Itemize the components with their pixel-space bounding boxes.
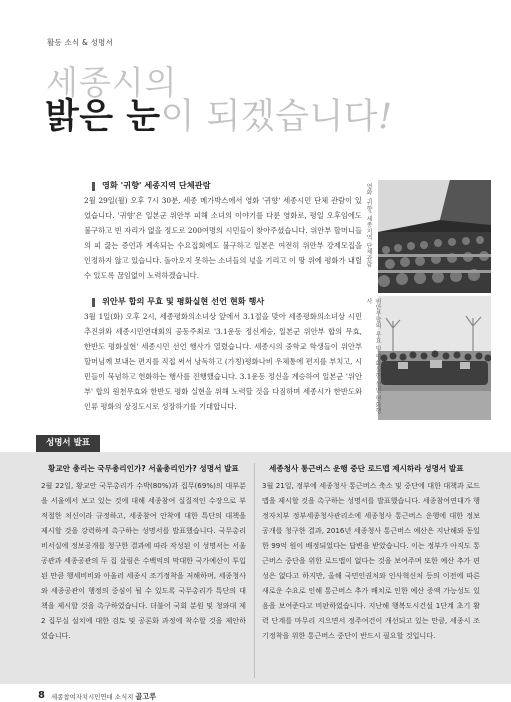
footer-brand: 골고루 — [135, 692, 157, 701]
statement-right-title: 세종청사 통근버스 운행 중단 로드맵 제시하라 성명서 발표 — [269, 464, 464, 473]
title-exclamation: ! — [378, 97, 393, 137]
outdoor-rally-image — [378, 296, 491, 420]
heading-marker — [92, 182, 95, 191]
statements-banner-label: 성명서 발표 — [45, 438, 90, 448]
cinema-audience-image — [378, 180, 491, 293]
article2-body: 3월 1일(화) 오후 2시, 세종평화의소녀상 앞에서 3.1절을 맞아 세종평화의소녀상 시민추진위와 세종시민연대회의 공동주최로 '3.1운동 정신계승, 일본군 위안부 합의 무효, 한반도 평화실현' 세종시민 선언 행사가 열렸습니다. 세종시의 중학교 학생들이 위안부 할머님께 보내는 편지를 직접 써서 낭독하고 (가칭)평화나비 우체통에 편지를 부치고, 시민들이 묵념하고 헌화하는 행사를 진행했습니다. 3.1운동 정신을 계승하여 일본군 '위안부' 합의 원천무효와 한반도 평화 실현을 위해 노력할 것을 다짐하며 세종시가 한반도와 인류 평화의 상징도시로 성장하기를 기대합니다. — [84, 312, 362, 411]
heading-marker — [92, 298, 95, 307]
title-rest: 이 되겠습니다 — [160, 97, 379, 137]
article1-heading: 영화 '귀향' 세종지역 단체관람 — [102, 180, 211, 190]
title-line-1: 세종시의 — [46, 63, 178, 102]
article1-photo — [378, 180, 491, 293]
statements-banner — [36, 435, 100, 452]
footer — [51, 692, 156, 702]
article2-caption: 위안부합의 무효 및 평화실현 선언 현화행사 — [365, 298, 381, 414]
title-emphasis: 밝은 눈 — [45, 96, 161, 137]
article1-caption: 영화 '귀향' 세종지역 단체관람 — [365, 183, 372, 268]
statement-left-title: 황교안 총리는 국무총리인가? 서울총리인가? 성명서 발표 — [48, 464, 239, 473]
statement-right-body: 3월 21일, 정부에 세종청사 통근버스 축소 및 중단에 대한 대책과 로드맵을 제시할 것을 촉구하는 성명서를 발표했습니다. 세종참여연대가 행정자치부 정부세종청사관리소에 세종청사 통근버스 운행에 대한 정보공개를 청구한 결과, 2016년 세종청사 통근버스 예산은 지난해와 동일한 99억 원이 배정되었다는 답변을 받았습니다. 이는 정부가 아직도 통근버스 중단을 위한 로드맵이 없다는 것을 보여주며 또한 예산 추가 편성은 없다고 하지만, 올해 국민인권처와 인사혁신처 등의 이전에 따른 새로운 수요로 인해 통근버스 추가 배치로 인한 예산 증액 가능성도 있음을 보여준다고 비판하였습니다. 지난해 행복도시건설 1단계 초기 활력 단계를 마무리 지으면서 정주여건이 개선되고 있는 만큼, 세종시 조기정착을 위한 통근버스 중단이 반드시 필요할 것입니다. — [262, 481, 480, 640]
article2-heading: 위안부 합의 무효 및 평화실현 선언 현화 행사 — [102, 296, 265, 306]
page-number: 8 — [38, 690, 45, 701]
article1-body: 2월 29일(월) 오후 7시 30분, 세종 메가박스에서 영화 '귀향' 세종시민 단체 관람이 있었습니다. '귀향'은 일본군 위안부 피해 소녀의 이야기를 다룬 영화로, 평일 오후임에도 불구하고 빈 자리가 없을 정도로 200여명의 시민들이 찾아주셨습니다. 위안부 할머니들의 피 끓는 증언과 계속되는 수요집회에도 불구하고 일본은 여전히 위안부 강제모집을 인정하지 않고 있습니다. 돌아오지 못하는 소녀들의 넋을 기리고 이 땅 위에 평화가 내릴 수 있도록 끊임없이 노력하겠습니다. — [84, 196, 362, 280]
section-tag: 활동 소식 & 성명서 — [47, 38, 113, 47]
title-line-2 — [45, 96, 393, 137]
article2-photo — [378, 296, 491, 420]
footer-publication: 세종참여자치시민연대 소식지 — [51, 693, 134, 701]
column-divider — [254, 463, 255, 678]
statement-left-body: 2월 22일, 황교안 국무총리가 수박(80%)과 집무(69%)의 대부분을 서울에서 보고 있는 것에 대해 세종참여 실질적인 수장으로 부적절한 처신이라 규정하고, 세종참여 안착에 대한 특단의 대책을 제시할 것을 강력하게 촉구하는 성명서를 발표했습니다. 국무총리 비서실에 정보공개를 청구한 결과에 따라 작성된 이 성명서는 서울공관과 세종공관의 두 집 살림은 수백억의 막대한 국가예산이 투입된 만큼 행세비비와 아울러 세종시 조기정착을 저해하며, 세종청사와 세종공관이 행정의 중심이 될 수 있도록 국무총리가 특단의 대책을 제시할 것을 촉구하였습니다. 더불어 국회 분원 및 청와대 제 2 집무실 설치에 대한 검토 및 공론화 과정에 착수할 것을 제안하였습니다. — [41, 481, 246, 640]
